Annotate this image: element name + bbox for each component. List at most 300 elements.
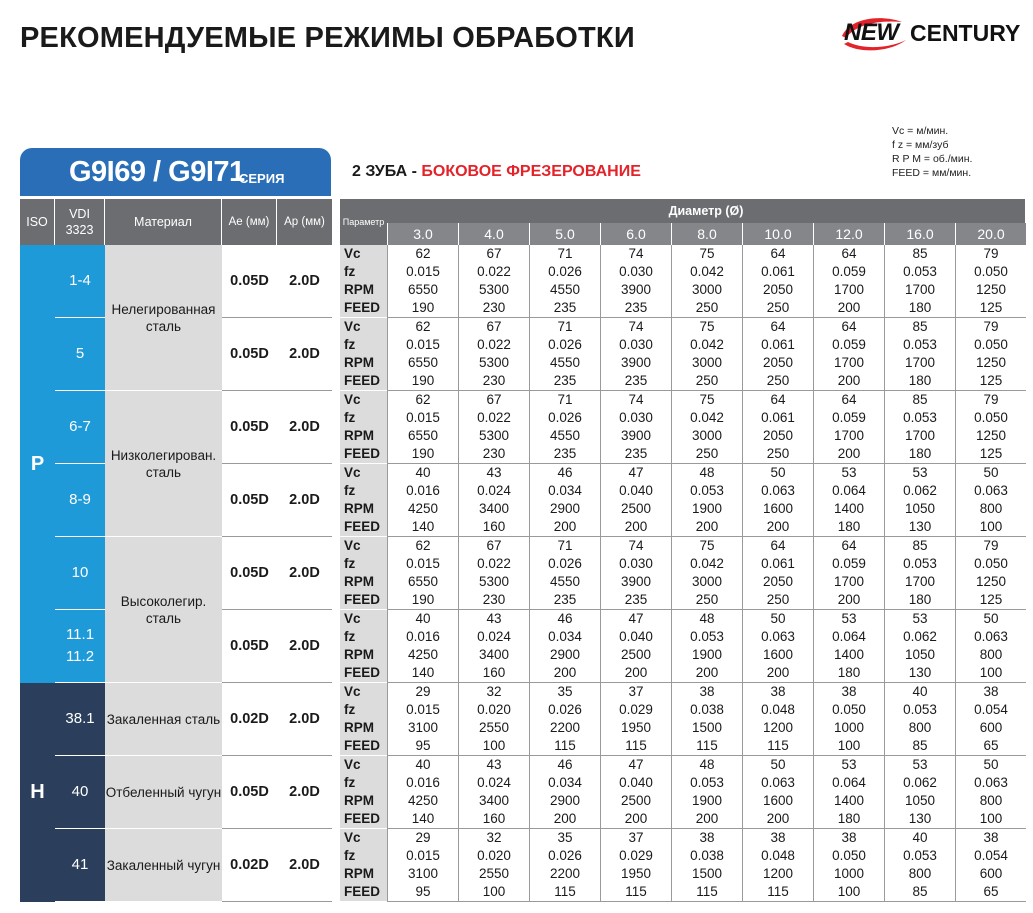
vdi-cell: 38.1	[55, 683, 105, 756]
value-vc: 43	[486, 611, 502, 626]
value-cell	[813, 391, 884, 464]
header-diameter: Диаметр (Ø)	[387, 199, 1025, 223]
material-cell: Нелегированная сталь	[105, 245, 222, 391]
header-param: Параметр	[340, 199, 387, 245]
value-feed: 250	[695, 592, 719, 607]
value-fz: 0.024	[477, 483, 511, 498]
value-cell	[884, 391, 955, 464]
value-cell	[955, 829, 1026, 902]
diameter-header-cell: 6.0	[600, 223, 671, 245]
param-label-cell	[340, 829, 387, 902]
value-cell	[671, 245, 742, 318]
value-vc: 38	[770, 830, 786, 845]
param-label-cell	[340, 756, 387, 829]
value-cell	[884, 610, 955, 683]
value-vc: 50	[770, 611, 786, 626]
value-fz: 0.030	[619, 556, 653, 571]
value-fz: 0.061	[761, 410, 795, 425]
ae-cell: 0.02D	[222, 683, 277, 756]
value-vc: 37	[628, 830, 644, 845]
value-feed: 200	[766, 665, 790, 680]
value-feed: 250	[695, 300, 719, 315]
value-rpm: 800	[979, 501, 1003, 516]
param-label-cell	[340, 464, 387, 537]
legend-feed: FEED = мм/мин.	[892, 167, 972, 179]
value-rpm: 2500	[620, 793, 652, 808]
value-fz: 0.015	[406, 556, 440, 571]
value-feed: 140	[411, 665, 435, 680]
value-feed: 230	[482, 373, 506, 388]
value-cell	[955, 391, 1026, 464]
value-feed: 100	[482, 884, 506, 899]
value-vc: 53	[841, 611, 857, 626]
param-label: fz	[344, 702, 356, 717]
value-rpm: 1700	[833, 574, 865, 589]
material-cell: Высоколегир. сталь	[105, 537, 222, 683]
value-fz: 0.061	[761, 264, 795, 279]
value-rpm: 800	[979, 793, 1003, 808]
value-feed: 190	[411, 592, 435, 607]
value-cell	[671, 829, 742, 902]
value-cell	[884, 756, 955, 829]
value-cell	[600, 683, 671, 756]
value-rpm: 3400	[478, 793, 510, 808]
value-cell	[600, 756, 671, 829]
value-cell	[742, 537, 813, 610]
param-label: fz	[344, 775, 356, 790]
value-fz: 0.022	[477, 337, 511, 352]
value-rpm: 2500	[620, 501, 652, 516]
value-rpm: 1400	[833, 793, 865, 808]
vdi-cell: 41	[55, 829, 105, 902]
value-rpm: 1600	[762, 647, 794, 662]
ae-cell: 0.05D	[222, 537, 277, 610]
value-feed: 250	[766, 592, 790, 607]
value-vc: 79	[983, 246, 999, 261]
value-vc: 43	[486, 465, 502, 480]
param-label: RPM	[344, 647, 374, 662]
value-rpm: 4250	[407, 647, 439, 662]
vdi-cell: 1-4	[55, 245, 105, 318]
value-fz: 0.026	[548, 702, 582, 717]
value-feed: 200	[624, 811, 648, 826]
ap-cell: 2.0D	[277, 391, 332, 464]
value-feed: 115	[554, 738, 576, 753]
param-label: FEED	[344, 738, 381, 753]
value-feed: 250	[695, 446, 719, 461]
ap-cell: 2.0D	[277, 683, 332, 756]
value-cell	[529, 610, 600, 683]
value-rpm: 1250	[975, 428, 1007, 443]
value-fz: 0.064	[832, 483, 866, 498]
value-rpm: 1700	[904, 282, 936, 297]
param-label: RPM	[344, 282, 374, 297]
value-fz: 0.026	[548, 410, 582, 425]
value-cell	[387, 391, 458, 464]
param-label: Vc	[344, 830, 361, 845]
value-rpm: 1700	[833, 355, 865, 370]
value-vc: 79	[983, 392, 999, 407]
value-vc: 47	[628, 465, 644, 480]
value-fz: 0.016	[406, 775, 440, 790]
param-label: fz	[344, 337, 356, 352]
param-label-cell	[340, 683, 387, 756]
value-fz: 0.054	[974, 848, 1008, 863]
value-rpm: 3900	[620, 574, 652, 589]
value-fz: 0.059	[832, 556, 866, 571]
param-label: FEED	[344, 592, 381, 607]
value-fz: 0.061	[761, 337, 795, 352]
param-label: Vc	[344, 319, 361, 334]
value-fz: 0.061	[761, 556, 795, 571]
value-rpm: 3400	[478, 501, 510, 516]
value-cell	[458, 391, 529, 464]
value-vc: 46	[557, 465, 573, 480]
value-feed: 250	[766, 300, 790, 315]
value-rpm: 4550	[549, 428, 581, 443]
value-feed: 200	[553, 811, 577, 826]
value-vc: 62	[415, 392, 431, 407]
value-rpm: 6550	[407, 282, 439, 297]
value-cell	[884, 537, 955, 610]
value-cell	[742, 391, 813, 464]
value-feed: 100	[837, 884, 861, 899]
value-fz: 0.042	[690, 556, 724, 571]
value-vc: 53	[912, 757, 928, 772]
value-vc: 32	[486, 684, 502, 699]
ae-cell: 0.05D	[222, 391, 277, 464]
value-vc: 48	[699, 465, 715, 480]
value-cell	[813, 245, 884, 318]
value-cell	[671, 537, 742, 610]
value-feed: 230	[482, 300, 506, 315]
value-vc: 38	[841, 684, 857, 699]
ae-cell: 0.05D	[222, 318, 277, 391]
value-rpm: 3000	[691, 282, 723, 297]
param-label: fz	[344, 629, 356, 644]
diameter-header-cell: 12.0	[813, 223, 884, 245]
value-feed: 125	[979, 446, 1003, 461]
value-cell	[671, 391, 742, 464]
value-vc: 64	[841, 246, 857, 261]
value-feed: 100	[482, 738, 506, 753]
vdi-cell: 6-7	[55, 391, 105, 464]
value-vc: 40	[415, 465, 431, 480]
value-cell	[458, 245, 529, 318]
value-rpm: 1900	[691, 647, 723, 662]
value-vc: 64	[841, 392, 857, 407]
param-label-cell	[340, 610, 387, 683]
value-vc: 29	[415, 830, 431, 845]
value-rpm: 6550	[407, 574, 439, 589]
value-rpm: 1900	[691, 793, 723, 808]
value-vc: 64	[770, 392, 786, 407]
value-vc: 38	[770, 684, 786, 699]
value-feed: 130	[908, 811, 932, 826]
value-rpm: 4250	[407, 501, 439, 516]
param-label: RPM	[344, 793, 374, 808]
legend-rpm: R P M = об./мин.	[892, 153, 973, 165]
value-cell	[600, 537, 671, 610]
header-vdi: VDI 3323	[55, 199, 105, 245]
value-feed: 200	[553, 665, 577, 680]
value-cell	[458, 829, 529, 902]
value-rpm: 1500	[691, 720, 723, 735]
value-feed: 125	[979, 300, 1003, 315]
value-cell	[813, 537, 884, 610]
value-vc: 64	[770, 319, 786, 334]
value-feed: 115	[554, 884, 576, 899]
value-vc: 67	[486, 319, 502, 334]
value-fz: 0.020	[477, 702, 511, 717]
value-cell	[529, 537, 600, 610]
value-vc: 46	[557, 611, 573, 626]
value-rpm: 1050	[904, 793, 936, 808]
value-cell	[458, 318, 529, 391]
value-fz: 0.015	[406, 337, 440, 352]
value-cell	[671, 610, 742, 683]
value-cell	[600, 391, 671, 464]
value-feed: 130	[908, 665, 932, 680]
value-fz: 0.042	[690, 337, 724, 352]
value-rpm: 1950	[620, 720, 652, 735]
value-feed: 235	[624, 592, 648, 607]
value-rpm: 2050	[762, 428, 794, 443]
value-vc: 74	[628, 319, 644, 334]
value-rpm: 1200	[762, 866, 794, 881]
value-vc: 48	[699, 611, 715, 626]
value-cell	[884, 829, 955, 902]
value-feed: 250	[766, 373, 790, 388]
value-feed: 115	[625, 884, 647, 899]
brand-logo	[840, 14, 1030, 58]
value-rpm: 1000	[833, 866, 865, 881]
value-fz: 0.024	[477, 629, 511, 644]
value-rpm: 1250	[975, 355, 1007, 370]
value-fz: 0.050	[832, 848, 866, 863]
value-feed: 180	[837, 811, 861, 826]
value-cell	[529, 464, 600, 537]
param-label: RPM	[344, 355, 374, 370]
value-feed: 115	[625, 738, 647, 753]
value-fz: 0.050	[832, 702, 866, 717]
value-rpm: 1700	[904, 355, 936, 370]
value-cell	[742, 829, 813, 902]
value-feed: 230	[482, 592, 506, 607]
value-cell	[813, 318, 884, 391]
value-vc: 64	[770, 246, 786, 261]
ap-cell: 2.0D	[277, 318, 332, 391]
value-cell	[458, 683, 529, 756]
value-vc: 71	[557, 319, 573, 334]
value-cell	[813, 610, 884, 683]
value-rpm: 1250	[975, 574, 1007, 589]
value-rpm: 5300	[478, 428, 510, 443]
value-vc: 79	[983, 538, 999, 553]
value-feed: 85	[912, 884, 928, 899]
param-label: Vc	[344, 684, 361, 699]
ae-cell: 0.02D	[222, 829, 277, 902]
value-rpm: 1500	[691, 866, 723, 881]
value-rpm: 1900	[691, 501, 723, 516]
value-vc: 79	[983, 319, 999, 334]
value-fz: 0.042	[690, 410, 724, 425]
value-fz: 0.020	[477, 848, 511, 863]
value-fz: 0.063	[761, 629, 795, 644]
value-rpm: 2200	[549, 866, 581, 881]
value-fz: 0.050	[974, 410, 1008, 425]
ae-cell: 0.05D	[222, 610, 277, 683]
value-cell	[955, 756, 1026, 829]
value-cell	[387, 245, 458, 318]
value-vc: 53	[841, 757, 857, 772]
value-rpm: 3000	[691, 574, 723, 589]
value-cell	[600, 829, 671, 902]
header-ap: Ap (мм)	[277, 199, 332, 245]
value-feed: 115	[696, 738, 718, 753]
subtitle-prefix: 2 ЗУБА -	[352, 163, 422, 180]
value-feed: 160	[482, 811, 506, 826]
value-feed: 200	[695, 519, 719, 534]
value-rpm: 1700	[833, 428, 865, 443]
value-rpm: 4550	[549, 574, 581, 589]
value-fz: 0.064	[832, 629, 866, 644]
value-feed: 235	[553, 592, 577, 607]
value-cell	[529, 391, 600, 464]
diameter-header-cell: 8.0	[671, 223, 742, 245]
value-feed: 190	[411, 300, 435, 315]
material-cell: Закаленный чугун	[105, 829, 222, 902]
value-fz: 0.034	[548, 483, 582, 498]
ae-cell: 0.05D	[222, 756, 277, 829]
value-feed: 200	[837, 592, 861, 607]
value-feed: 200	[624, 519, 648, 534]
value-vc: 67	[486, 392, 502, 407]
value-vc: 74	[628, 392, 644, 407]
value-feed: 180	[908, 446, 932, 461]
subtitle-highlight: БОКОВОЕ ФРЕЗЕРОВАНИЕ	[421, 163, 641, 180]
legend-vc: Vc = м/мин.	[892, 125, 949, 137]
value-vc: 74	[628, 246, 644, 261]
value-rpm: 1700	[833, 282, 865, 297]
ae-cell: 0.05D	[222, 245, 277, 318]
value-rpm: 1600	[762, 793, 794, 808]
param-label-cell	[340, 537, 387, 610]
value-fz: 0.048	[761, 702, 795, 717]
value-vc: 40	[912, 684, 928, 699]
param-label: Vc	[344, 757, 361, 772]
value-cell	[955, 683, 1026, 756]
value-cell	[813, 756, 884, 829]
value-cell	[387, 683, 458, 756]
material-cell: Низколегирован. сталь	[105, 391, 222, 537]
vdi-cell: 11.1 11.2	[55, 610, 105, 683]
value-fz: 0.050	[974, 264, 1008, 279]
value-cell	[529, 318, 600, 391]
value-cell	[458, 756, 529, 829]
value-feed: 100	[979, 811, 1003, 826]
param-label: Vc	[344, 538, 361, 553]
value-vc: 85	[912, 538, 928, 553]
material-cell: Отбеленный чугун	[105, 756, 222, 829]
series-banner	[20, 148, 331, 196]
value-cell	[742, 610, 813, 683]
logo-century-text: CENTURY	[910, 20, 1021, 46]
value-rpm: 2200	[549, 720, 581, 735]
value-vc: 47	[628, 611, 644, 626]
value-vc: 38	[841, 830, 857, 845]
value-vc: 71	[557, 538, 573, 553]
diameter-header-cell: 3.0	[387, 223, 458, 245]
value-vc: 29	[415, 684, 431, 699]
value-feed: 180	[908, 373, 932, 388]
value-vc: 47	[628, 757, 644, 772]
value-feed: 95	[415, 738, 431, 753]
value-feed: 115	[696, 884, 718, 899]
value-cell	[671, 756, 742, 829]
value-cell	[458, 610, 529, 683]
value-cell	[884, 318, 955, 391]
value-feed: 250	[766, 446, 790, 461]
param-label: FEED	[344, 446, 381, 461]
value-fz: 0.022	[477, 556, 511, 571]
value-rpm: 2550	[478, 720, 510, 735]
value-cell	[387, 537, 458, 610]
value-rpm: 800	[908, 866, 932, 881]
value-cell	[600, 610, 671, 683]
value-fz: 0.062	[903, 483, 937, 498]
value-fz: 0.053	[690, 483, 724, 498]
value-feed: 125	[979, 592, 1003, 607]
value-cell	[600, 245, 671, 318]
value-feed: 95	[415, 884, 431, 899]
value-vc: 32	[486, 830, 502, 845]
value-vc: 62	[415, 246, 431, 261]
value-vc: 85	[912, 246, 928, 261]
value-vc: 38	[983, 830, 999, 845]
value-rpm: 1700	[904, 428, 936, 443]
value-vc: 40	[415, 757, 431, 772]
value-cell	[742, 318, 813, 391]
param-label: FEED	[344, 373, 381, 388]
value-feed: 130	[908, 519, 932, 534]
value-vc: 50	[770, 465, 786, 480]
value-rpm: 1950	[620, 866, 652, 881]
value-rpm: 1600	[762, 501, 794, 516]
diameter-header-cell: 20.0	[955, 223, 1026, 245]
value-feed: 200	[837, 446, 861, 461]
header-ae: Ae (мм)	[222, 199, 277, 245]
value-rpm: 4550	[549, 355, 581, 370]
value-feed: 250	[695, 373, 719, 388]
value-cell	[813, 464, 884, 537]
value-fz: 0.040	[619, 483, 653, 498]
value-rpm: 3000	[691, 355, 723, 370]
value-vc: 50	[770, 757, 786, 772]
vdi-cell: 40	[55, 756, 105, 829]
value-cell	[955, 537, 1026, 610]
value-cell	[955, 610, 1026, 683]
value-fz: 0.064	[832, 775, 866, 790]
value-feed: 85	[912, 738, 928, 753]
value-vc: 38	[699, 684, 715, 699]
param-label: fz	[344, 410, 356, 425]
value-rpm: 2500	[620, 647, 652, 662]
logo-new-text: NEW	[844, 19, 899, 46]
value-rpm: 600	[979, 866, 1003, 881]
param-label: FEED	[344, 665, 381, 680]
vdi-cell: 8-9	[55, 464, 105, 537]
